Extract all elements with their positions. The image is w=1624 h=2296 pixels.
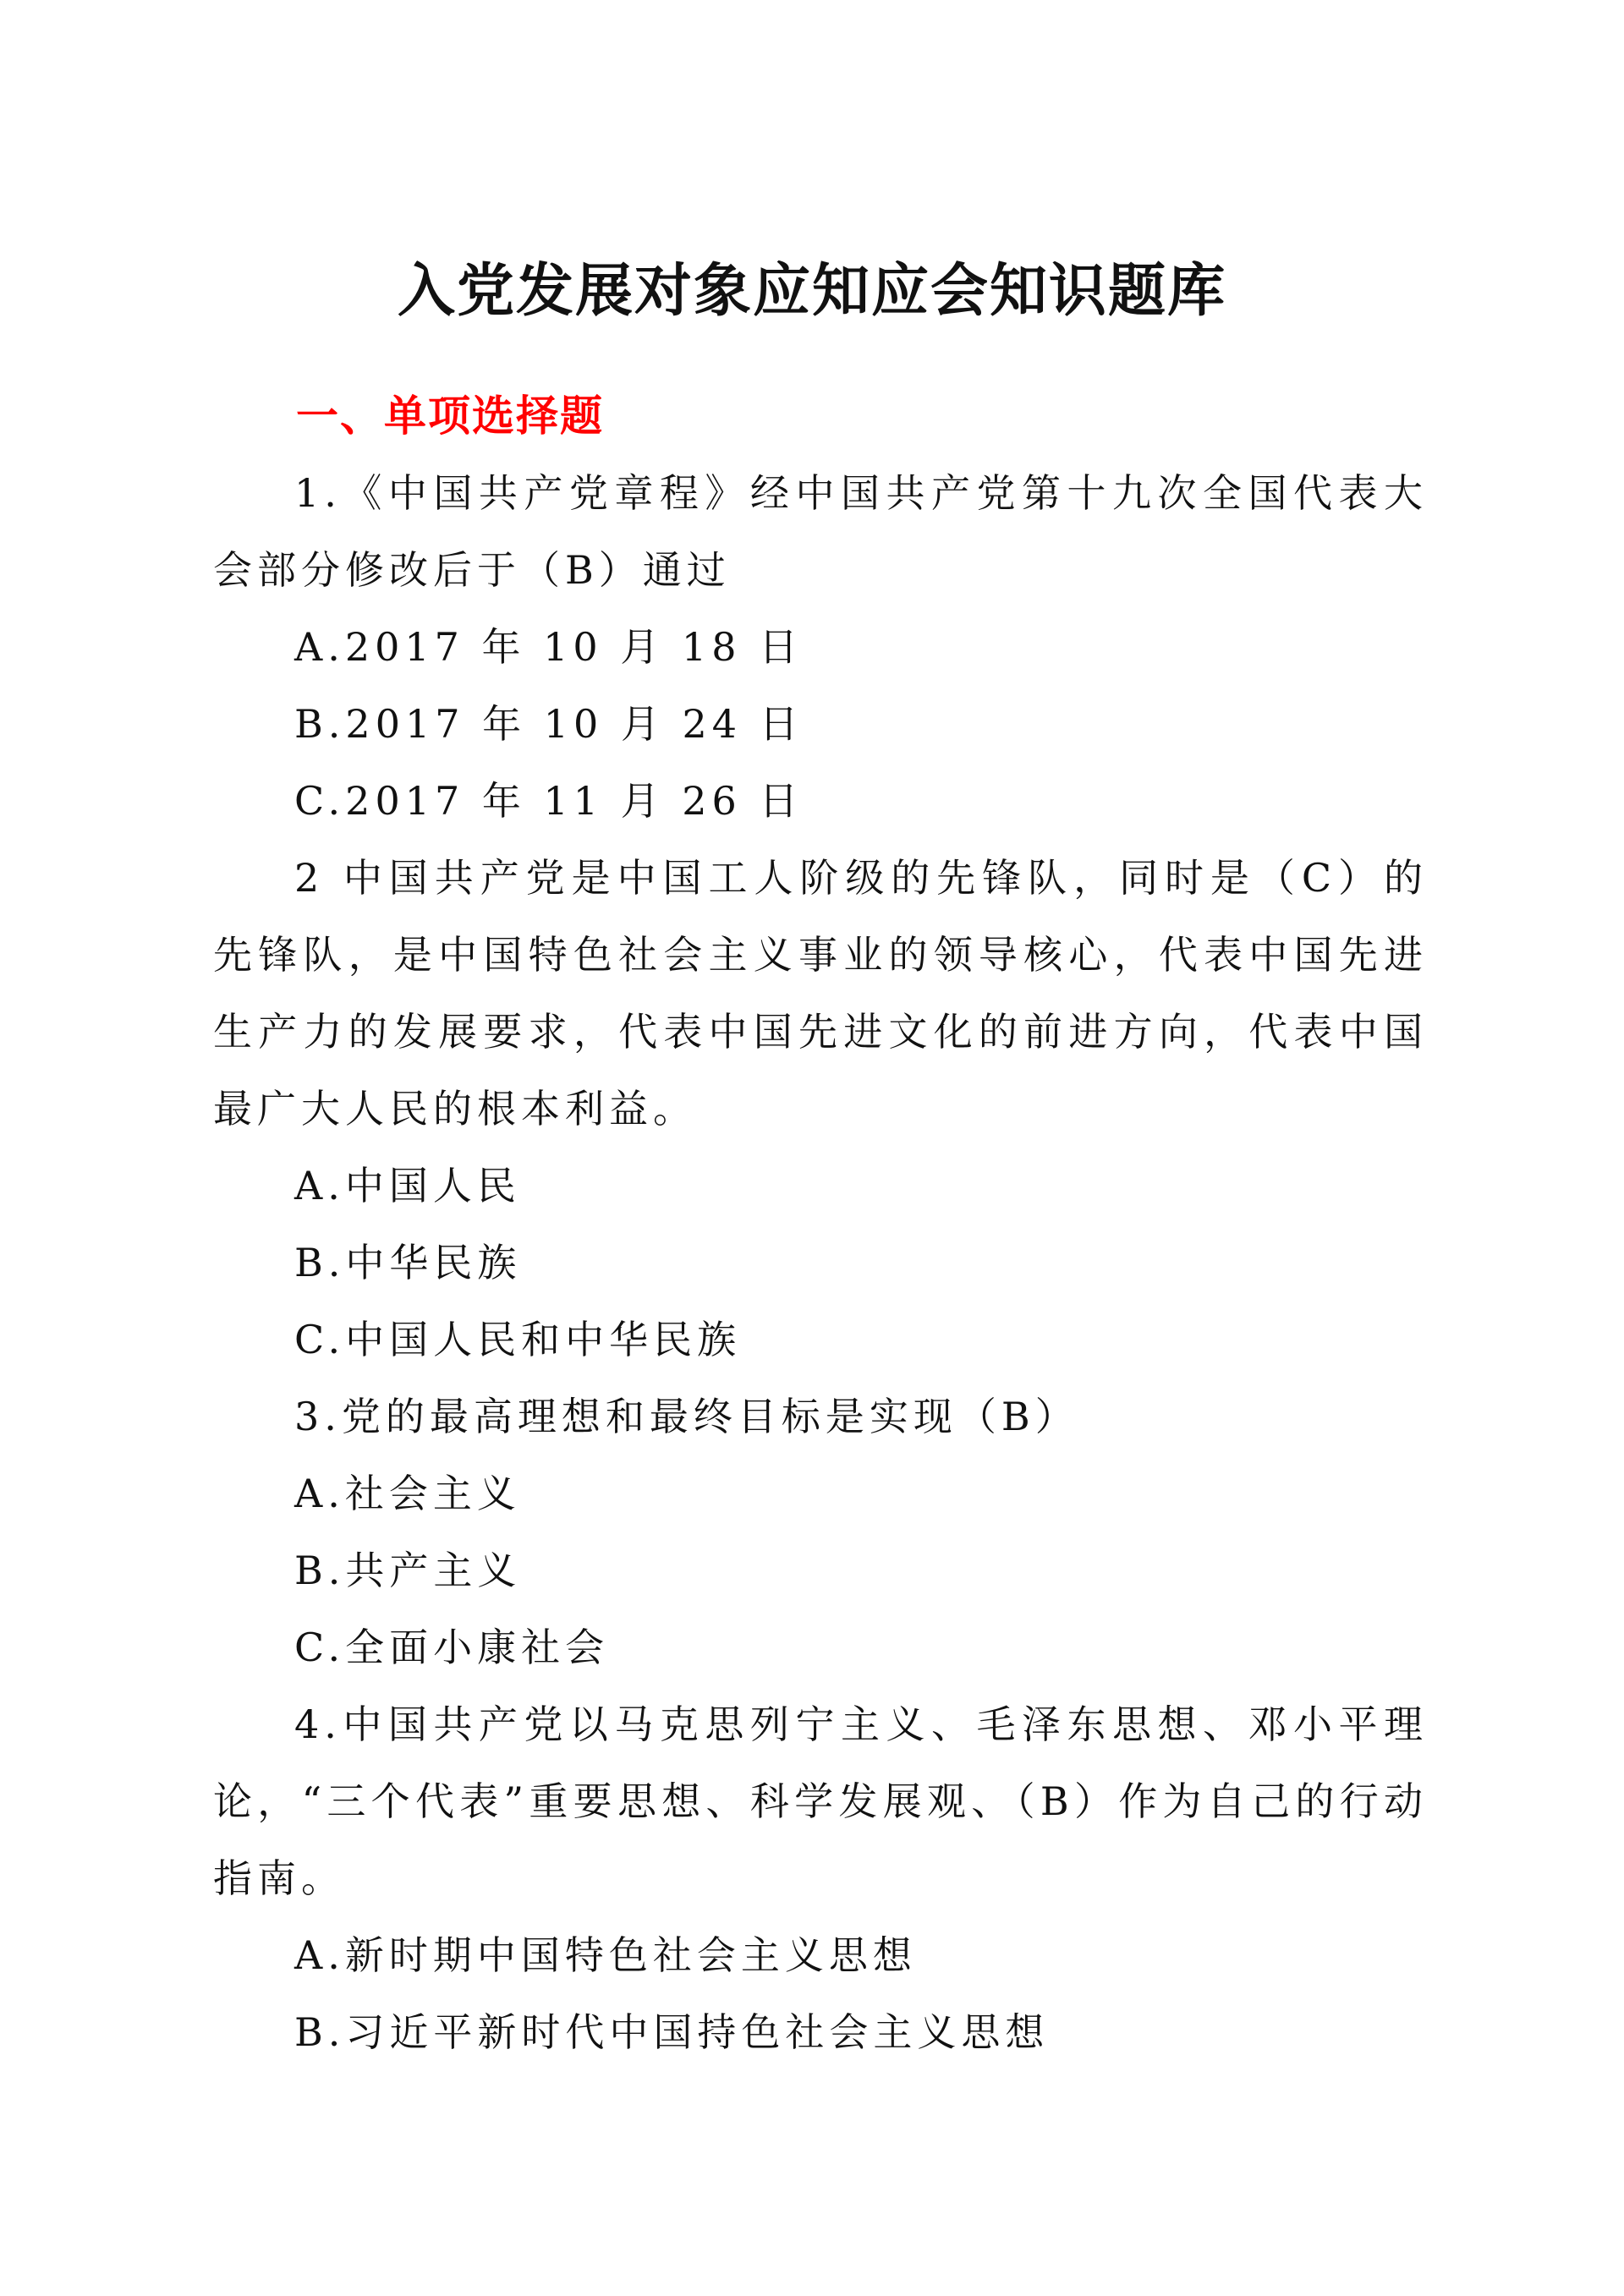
option: C.全面小康社会 <box>294 1625 610 1670</box>
section-heading: 一、单项选择题 <box>296 392 604 441</box>
option: C.2017 年 11 月 26 日 <box>294 778 804 824</box>
question-stem: 4.中国共产党以马克思列宁主义、毛泽东思想、邓小平理论，“三个代表”重要思想、科学发展观、（B）作为自己的行动指南。 <box>213 1701 1428 1901</box>
question-3 <box>213 1378 1428 1686</box>
question-2 <box>213 840 1428 1378</box>
option: B.2017 年 10 月 24 日 <box>294 701 804 747</box>
option: A.社会主义 <box>294 1471 521 1516</box>
question-1 <box>213 455 1428 840</box>
option: B.共产主义 <box>294 1548 522 1593</box>
question-stem: 2 中国共产党是中国工人阶级的先锋队，同时是（C）的先锋队，是中国特色社会主义事业的领导核心，代表中国先进生产力的发展要求，代表中国先进文化的前进方向，代表中国最广大人民的根本利益。 <box>213 855 1428 1132</box>
document-title: 入党发展对象应知应会知识题库 <box>397 258 1226 325</box>
option: B.习近平新时代中国持色社会主义思想 <box>294 2009 1050 2055</box>
question-list <box>213 455 1428 2071</box>
question-stem: 3.党的最高理想和最终目标是实现（B） <box>294 1394 1079 1439</box>
question-stem: 1.《中国共产党章程》经中国共产党第十九次全国代表大会部分修改后于（B）通过 <box>213 470 1428 593</box>
question-4 <box>213 1686 1428 2071</box>
option: A.新时期中国特色社会主义思想 <box>294 1932 917 1978</box>
option: C.中国人民和中华民族 <box>294 1317 742 1362</box>
option: A.中国人民 <box>294 1163 521 1208</box>
option: B.中华民族 <box>294 1240 522 1285</box>
option: A.2017 年 10 月 18 日 <box>294 624 804 670</box>
